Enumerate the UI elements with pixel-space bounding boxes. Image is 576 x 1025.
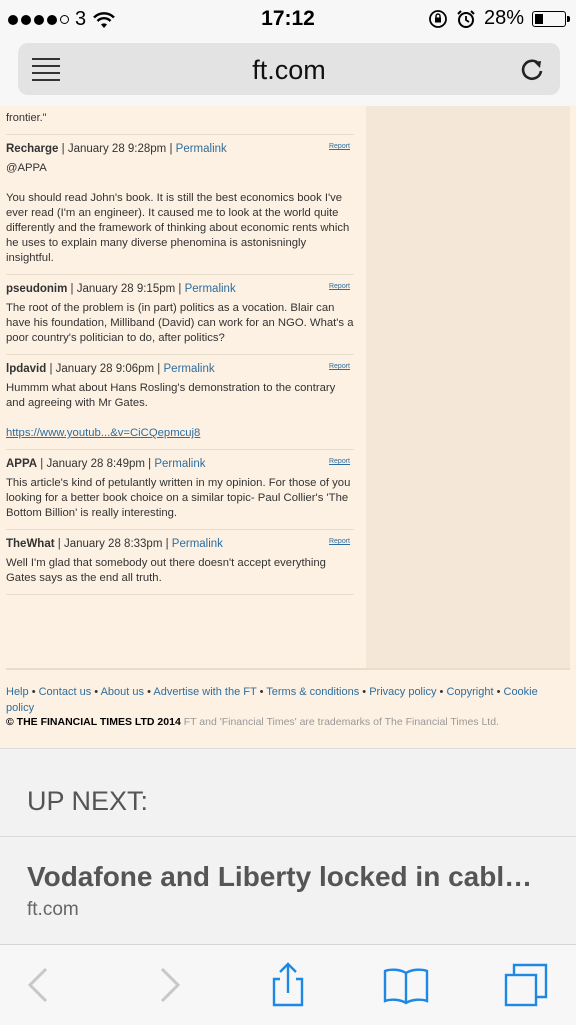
permalink-link[interactable]: Permalink [154,458,206,470]
browser-url-bar [0,38,576,106]
rotation-lock-icon [428,9,448,29]
footer-link-contact[interactable]: Contact us [38,686,92,698]
report-link[interactable]: Report [328,283,350,290]
comment-date: January 28 8:49pm [46,458,145,470]
comment-body: @APPA You should read John's book. It is still the best economics book I've ever read (I'm an engineer). It caused me to look at the world quite differently and the framework of thinking about economic rents which he uses to explain many diverse phenomina is astonisningly insightful. [6,162,350,264]
footer-link-about[interactable]: About us [100,686,144,698]
comment-body: Well I'm glad that somebody out there doesn't accept everything Gates says as the end all truth. [6,557,326,584]
up-next-heading: UP NEXT: [27,786,149,816]
comment-body: This article's kind of petulantly written in my opinion. For those of you looking for a better book choice on a similar topic- Paul Collier's 'The Bottom Billion' is really interesting. [6,477,351,519]
comment-date: January 28 9:06pm [55,363,155,375]
comment-header: pseudonim | January 28 9:15pm | Permalink [6,283,236,295]
comment-date: January 28 9:28pm [67,143,167,155]
comment-header: APPA | January 28 8:49pm | Permalink [6,458,206,470]
alarm-icon [456,9,476,29]
comment-list [6,106,354,595]
comment-item [6,275,354,355]
comment-author: Recharge [6,143,59,155]
copyright-bold: © THE FINANCIAL TIMES LTD 2014 [6,716,181,728]
status-bar [0,0,576,38]
report-link[interactable]: Report [328,538,350,545]
web-page-content [0,106,576,748]
status-right [428,7,566,30]
footer-link-advertise[interactable]: Advertise with the FT [153,686,257,698]
comment-body: Hummm what about Hans Rosling's demonstration to the contrary and agreeing with Mr Gates. [6,382,336,409]
footer-links: Help • Contact us • About us • Advertise with the FT • Terms & conditions • Privacy policy • Copyright • Cookie policy [6,686,538,714]
comment-date: January 28 8:33pm [63,538,163,550]
youtube-link[interactable]: https://www.youtub...&v=CiCQepmcuj8 [6,427,201,439]
forward-icon[interactable] [144,961,192,1009]
permalink-link[interactable]: Permalink [184,283,236,295]
report-link[interactable]: Report [328,363,350,370]
permalink-link[interactable]: Permalink [175,143,227,155]
up-next-source: ft.com [27,899,79,920]
share-icon[interactable] [264,961,312,1009]
comment-author: pseudonim [6,283,68,295]
up-next-divider [0,836,576,837]
comment-author: APPA [6,458,38,470]
copyright-notice [6,716,566,728]
comment-header: TheWhat | January 28 8:33pm | Permalink [6,538,223,550]
report-link[interactable]: Report [328,143,350,150]
bookmarks-icon[interactable] [382,961,430,1009]
carrier-name: 3 [75,8,87,30]
comment-body: The root of the problem is (in part) politics as a vocation. Blair can have his foundation, Milliband (David) can work for an NGO. What's a poor country's politician to do, after politics? [6,302,354,344]
up-next-article-title[interactable]: Vodafone and Liberty locked in cabl… [27,861,533,892]
report-link[interactable]: Report [328,458,350,465]
reload-icon[interactable] [518,55,546,83]
footer-link-terms[interactable]: Terms & conditions [266,686,360,698]
battery-icon [532,11,566,27]
address-field[interactable] [18,43,560,95]
truncated-comment-text: frontier." [6,112,354,135]
footer-link-help[interactable]: Help [6,686,29,698]
comment-author: lpdavid [6,363,47,375]
footer-link-cookie[interactable]: Cookie policy [6,686,538,714]
comment-date: January 28 9:15pm [76,283,176,295]
comment-item [6,135,354,275]
tabs-icon[interactable] [502,961,550,1009]
status-time: 17:12 [261,7,315,30]
comment-header: Recharge | January 28 9:28pm | Permalink [6,143,227,155]
comment-author: TheWhat [6,538,55,550]
url-text[interactable]: ft.com [252,55,326,85]
back-icon[interactable] [16,961,64,1009]
footer-link-privacy[interactable]: Privacy policy [369,686,437,698]
permalink-link[interactable]: Permalink [163,363,215,375]
page-sidebar [366,106,570,668]
battery-percent: 28% [483,7,524,29]
copyright-trademark: FT and 'Financial Times' are trademarks of The Financial Times Ltd. [183,716,499,728]
comment-header: lpdavid | January 28 9:06pm | Permalink [6,363,215,375]
browser-toolbar [0,944,576,1025]
comment-item [6,530,354,595]
footer-link-copyright[interactable]: Copyright [446,686,494,698]
comment-item [6,355,354,450]
up-next-panel [0,748,576,945]
comment-item [6,450,354,530]
footer-divider [6,668,570,670]
permalink-link[interactable]: Permalink [171,538,223,550]
